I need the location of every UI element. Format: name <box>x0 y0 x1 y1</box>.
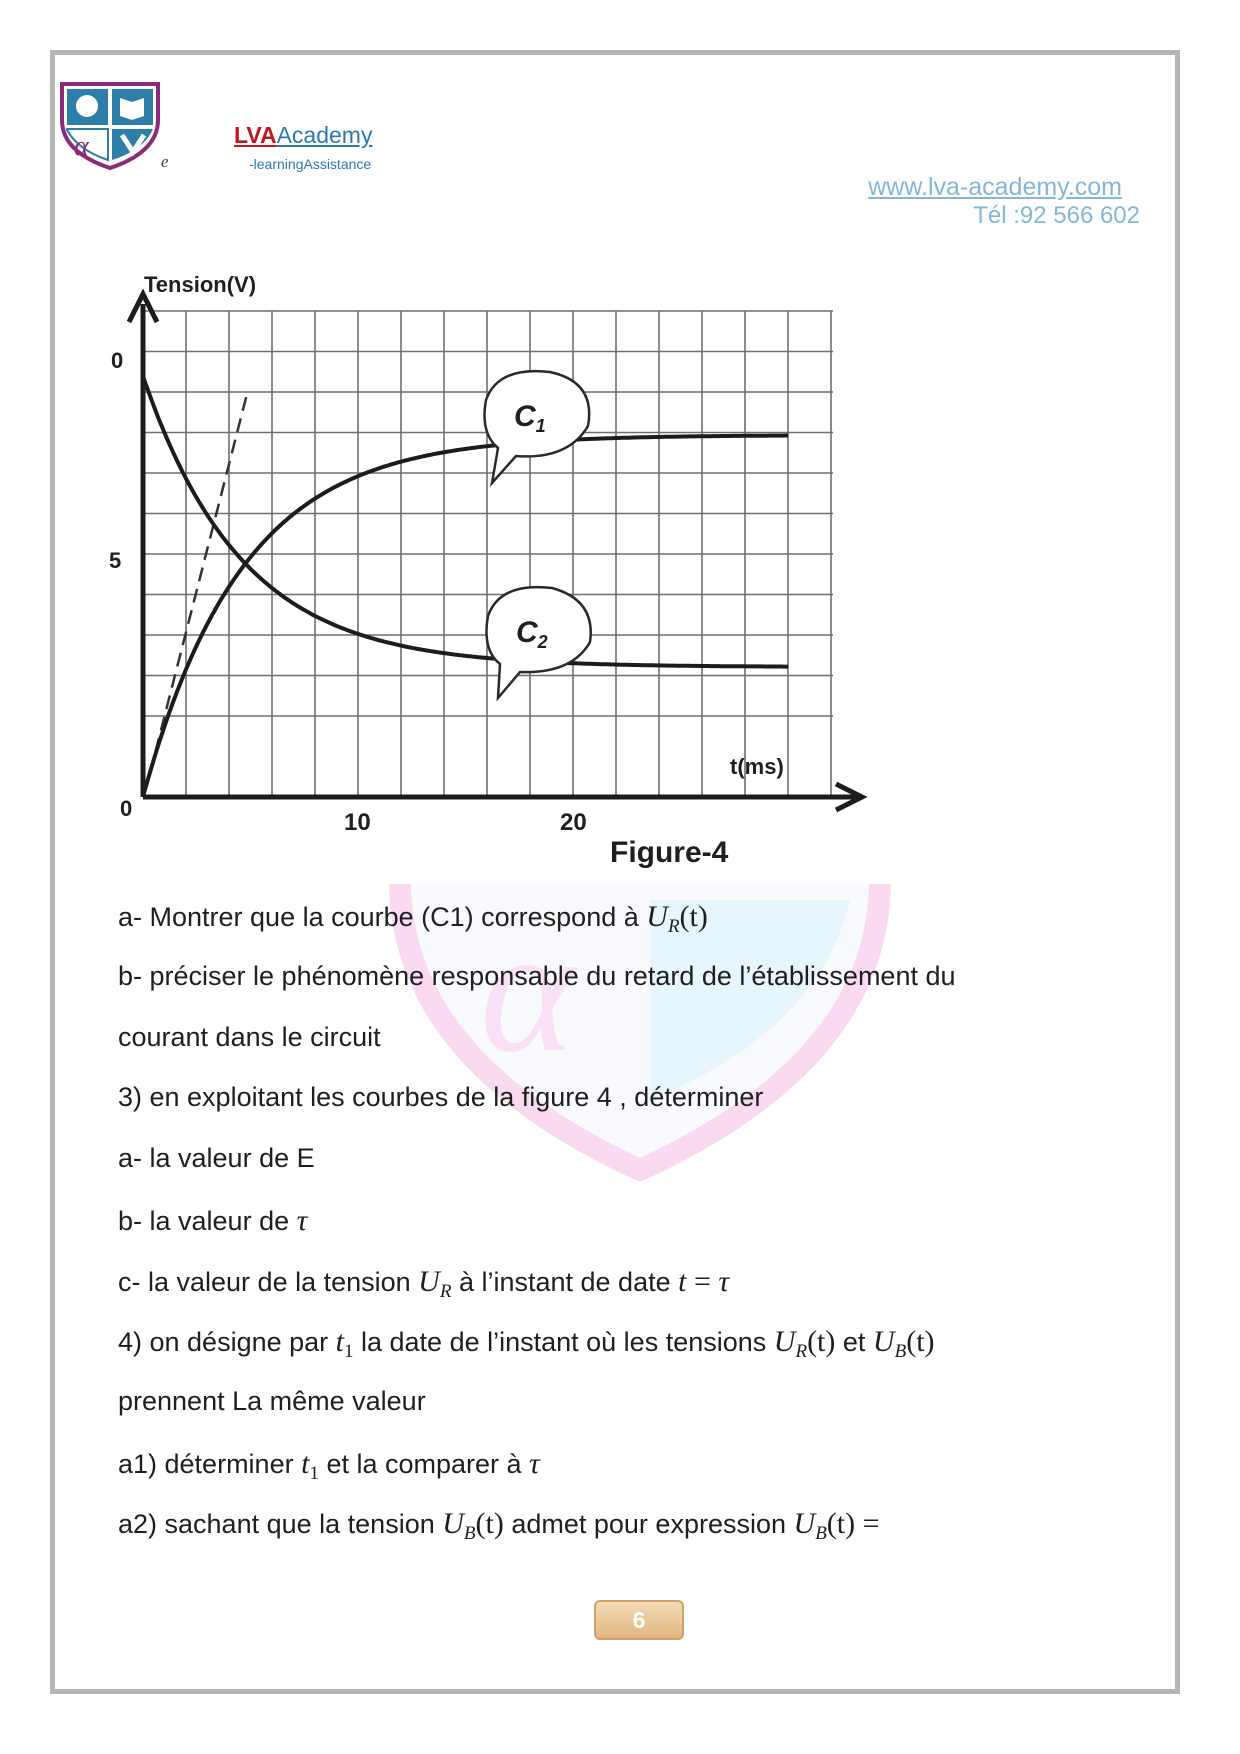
svg-text:α: α <box>480 890 575 1089</box>
text-line: a- la valeur de E <box>118 1143 315 1173</box>
bubble-c2 <box>487 587 591 698</box>
text-line: a- Montrer que la courbe (C1) correspond à $U_R(t)$ <box>118 900 708 937</box>
math-ur-t: $U_R(t)$ <box>773 1325 836 1362</box>
page-number: 6 <box>594 1600 684 1640</box>
figure-caption: Figure-4 <box>610 836 729 869</box>
math-tau: τ <box>529 1447 540 1480</box>
math-tau: τ <box>296 1204 308 1237</box>
text-line: b- la valeur de τ <box>118 1204 308 1237</box>
text-line: prennent La même valeur <box>118 1386 426 1416</box>
text-line: a1) déterminer $t_1$ et la comparer à τ <box>118 1447 540 1484</box>
text-line: b- préciser le phénomène responsable du retard de l’établissement du <box>118 961 956 991</box>
x-tick-label: 20 <box>560 809 587 836</box>
brand-academy: Academy <box>276 122 373 148</box>
label-c2: $C_2$ <box>516 616 548 652</box>
math-ub-t: $U_B(t)$ <box>442 1507 504 1544</box>
brand-name <box>234 122 372 149</box>
brand-tagline: -learningAssistance <box>249 156 372 172</box>
y-axis-label: Tension(V) <box>144 272 257 297</box>
text-line: a2) sachant que la tension $U_B(t)$ admet pour expression $U_B(t)$ = <box>118 1507 880 1544</box>
text-line: 3) en exploitant les courbes de la figure 4 , déterminer <box>118 1082 764 1112</box>
y-tick-label: 0 <box>111 348 124 373</box>
phone-number: Tél :92 566 602 <box>973 202 1140 229</box>
tension-figure <box>109 272 900 884</box>
math-ur: $U_R$ <box>418 1265 452 1302</box>
label-c1: $C_1$ <box>514 400 546 436</box>
math-t-eq-tau: t = τ <box>678 1265 730 1298</box>
math-t1: $t_1$ <box>335 1325 354 1362</box>
x-axis-label: t(ms) <box>730 754 784 779</box>
math-ur-t: $U_R(t)$ <box>646 900 708 937</box>
origin-label: 0 <box>120 796 133 821</box>
lva-academy-logo <box>58 80 162 170</box>
y-tick-label: 5 <box>109 548 122 573</box>
math-t1: $t_1$ <box>301 1447 319 1484</box>
grid <box>143 311 833 797</box>
brand-lva: LVA <box>234 122 277 148</box>
text-line: courant dans le circuit <box>118 1022 381 1052</box>
math-ub-t: $U_B(t)$ <box>872 1325 935 1362</box>
math-ub-t-eq: $U_B(t)$ = <box>793 1507 880 1544</box>
text-line: 4) on désigne par $t_1$ la date de l’instant où les tensions $U_R(t)$ et $U_B(t)$ <box>118 1325 935 1362</box>
brand-e-letter: e <box>161 152 169 171</box>
text-line: c- la valeur de la tension $U_R$ à l’instant de date t = τ <box>118 1265 730 1302</box>
x-tick-label: 10 <box>344 809 371 836</box>
curve-c1 <box>143 436 788 798</box>
website-link[interactable]: www.lva-academy.com <box>868 173 1122 201</box>
svg-text:α: α <box>74 131 89 162</box>
